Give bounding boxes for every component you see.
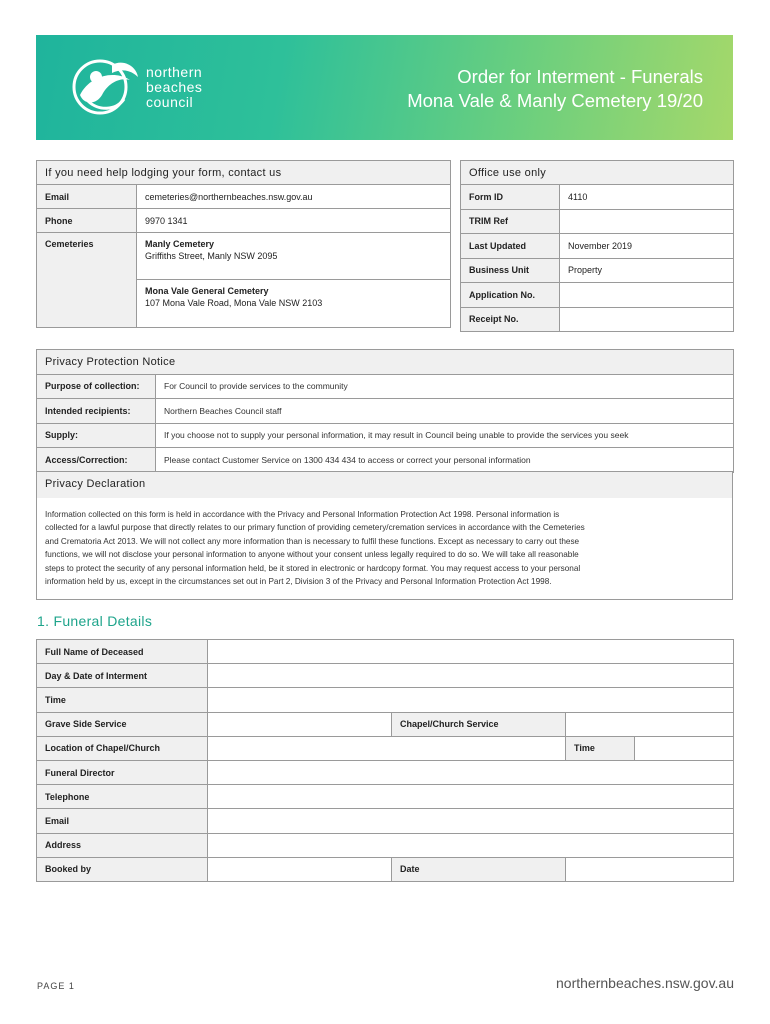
cemetery-manly-name: Manly Cemetery (145, 239, 215, 249)
funeral-director-label: Funeral Director (37, 760, 208, 784)
privacy-caption: Privacy Protection Notice (37, 350, 734, 375)
email-field[interactable] (208, 809, 734, 833)
date-field[interactable] (566, 857, 734, 881)
full-name-field[interactable] (208, 640, 734, 664)
office-caption: Office use only (461, 161, 734, 185)
help-email-value[interactable]: cemeteries@northernbeaches.nsw.gov.au (137, 185, 451, 209)
office-form-id-label: Form ID (461, 185, 560, 210)
declaration-line: Information collected on this form is held in accordance with the Privacy and Personal Information Protection Act 1998. Personal information is (45, 510, 560, 519)
funeral-details-heading: 1. Funeral Details (37, 613, 153, 629)
office-last-updated-value: November 2019 (560, 234, 734, 259)
table-row (37, 736, 734, 760)
booked-by-label: Booked by (37, 857, 208, 881)
council-logo-icon (70, 55, 140, 117)
help-cemetery-mona-vale (137, 280, 451, 328)
interment-date-field[interactable] (208, 664, 734, 688)
table-row (37, 712, 734, 736)
declaration-line: functions, we will not disclose your personal information to anyone without your consent unless legally required to do so. We will take all reasonable (45, 550, 579, 560)
address-label: Address (37, 833, 208, 857)
page-number: PAGE 1 (37, 981, 75, 991)
help-cemeteries-label: Cemeteries (37, 233, 137, 328)
council-logo-text (146, 65, 202, 110)
table-row (37, 688, 734, 712)
office-use-table (460, 160, 734, 332)
privacy-declaration (36, 471, 733, 600)
header-banner (36, 35, 733, 140)
chapel-location-field[interactable] (208, 736, 566, 760)
declaration-line: collected for a lawful purpose that directly relates to our primary function of providing cemetery/cremation services in accordance with the Cemeteries (45, 523, 585, 533)
office-application-no-label: Application No. (461, 283, 560, 308)
cemetery-manly-address: Griffiths Street, Manly NSW 2095 (145, 251, 278, 261)
chapel-service-label: Chapel/Church Service (392, 712, 566, 736)
table-row (37, 785, 734, 809)
table-row (37, 664, 734, 688)
full-name-label: Full Name of Deceased (37, 640, 208, 664)
declaration-line: information held by us, except in the circumstances set out in Part 2, Division 3 of the Privacy and Personal Information Protection Act 1998. (45, 577, 552, 587)
help-contact-table (36, 160, 451, 328)
privacy-recipients-label: Intended recipients: (37, 399, 156, 424)
logo-line-3: council (146, 94, 194, 110)
privacy-recipients-value: Northern Beaches Council staff (156, 399, 734, 424)
office-receipt-no-label: Receipt No. (461, 307, 560, 332)
chapel-service-field[interactable] (566, 712, 734, 736)
help-phone-label: Phone (37, 209, 137, 233)
form-title-line-2: Mona Vale & Manly Cemetery 19/20 (407, 90, 703, 111)
help-phone-value: 9970 1341 (137, 209, 451, 233)
privacy-notice-table (36, 349, 734, 473)
privacy-access-value: Please contact Customer Service on 1300 434 434 to access or correct your personal information (156, 448, 734, 473)
privacy-purpose-value: For Council to provide services to the community (156, 374, 734, 399)
declaration-line: steps to protect the security of any personal information held, be it stored in electronic or hardcopy format. You may request access to your personal (45, 563, 581, 573)
table-row (37, 760, 734, 784)
logo-line-1: northern (146, 64, 203, 80)
grave-side-service-label: Grave Side Service (37, 712, 208, 736)
office-trim-ref-field[interactable] (560, 209, 734, 234)
time-label: Time (37, 688, 208, 712)
booked-by-field[interactable] (208, 857, 392, 881)
privacy-access-label: Access/Correction: (37, 448, 156, 473)
interment-date-label: Day & Date of Interment (37, 664, 208, 688)
funeral-details-table (36, 639, 734, 882)
address-field[interactable] (208, 833, 734, 857)
table-row (37, 833, 734, 857)
footer-website: northernbeaches.nsw.gov.au (556, 975, 734, 991)
office-application-no-field[interactable] (560, 283, 734, 308)
table-row (37, 809, 734, 833)
office-business-unit-value: Property (560, 258, 734, 283)
office-trim-ref-label: TRIM Ref (461, 209, 560, 234)
email-label: Email (37, 809, 208, 833)
help-email-label: Email (37, 185, 137, 209)
form-title-line-1: Order for Interment - Funerals (457, 66, 703, 87)
chapel-time-label: Time (566, 736, 635, 760)
grave-side-service-field[interactable] (208, 712, 392, 736)
date-label: Date (392, 857, 566, 881)
form-title (407, 65, 703, 113)
funeral-director-field[interactable] (208, 760, 734, 784)
telephone-label: Telephone (37, 785, 208, 809)
privacy-supply-value: If you choose not to supply your personal information, it may result in Council being unable to provide the services you seek (156, 423, 734, 448)
time-field[interactable] (208, 688, 734, 712)
chapel-time-field[interactable] (635, 736, 734, 760)
declaration-caption: Privacy Declaration (37, 472, 732, 498)
office-receipt-no-field[interactable] (560, 307, 734, 332)
office-last-updated-label: Last Updated (461, 234, 560, 259)
help-caption: If you need help lodging your form, contact us (37, 161, 451, 185)
office-business-unit-label: Business Unit (461, 258, 560, 283)
help-cemetery-manly (137, 233, 451, 280)
chapel-location-label: Location of Chapel/Church (37, 736, 208, 760)
logo-line-2: beaches (146, 79, 203, 95)
declaration-line: and Crematoria Act 2013. We will not collect any more information than is necessary to fulfil these functions. Except as necessary to carry out these (45, 536, 580, 546)
privacy-supply-label: Supply: (37, 423, 156, 448)
table-row (37, 640, 734, 664)
cemetery-mona-vale-name: Mona Vale General Cemetery (145, 286, 269, 296)
telephone-field[interactable] (208, 785, 734, 809)
table-row (37, 857, 734, 881)
office-form-id-value: 4110 (560, 185, 734, 210)
cemetery-mona-vale-address: 107 Mona Vale Road, Mona Vale NSW 2103 (145, 298, 323, 308)
privacy-purpose-label: Purpose of collection: (37, 374, 156, 399)
declaration-text (37, 498, 732, 588)
